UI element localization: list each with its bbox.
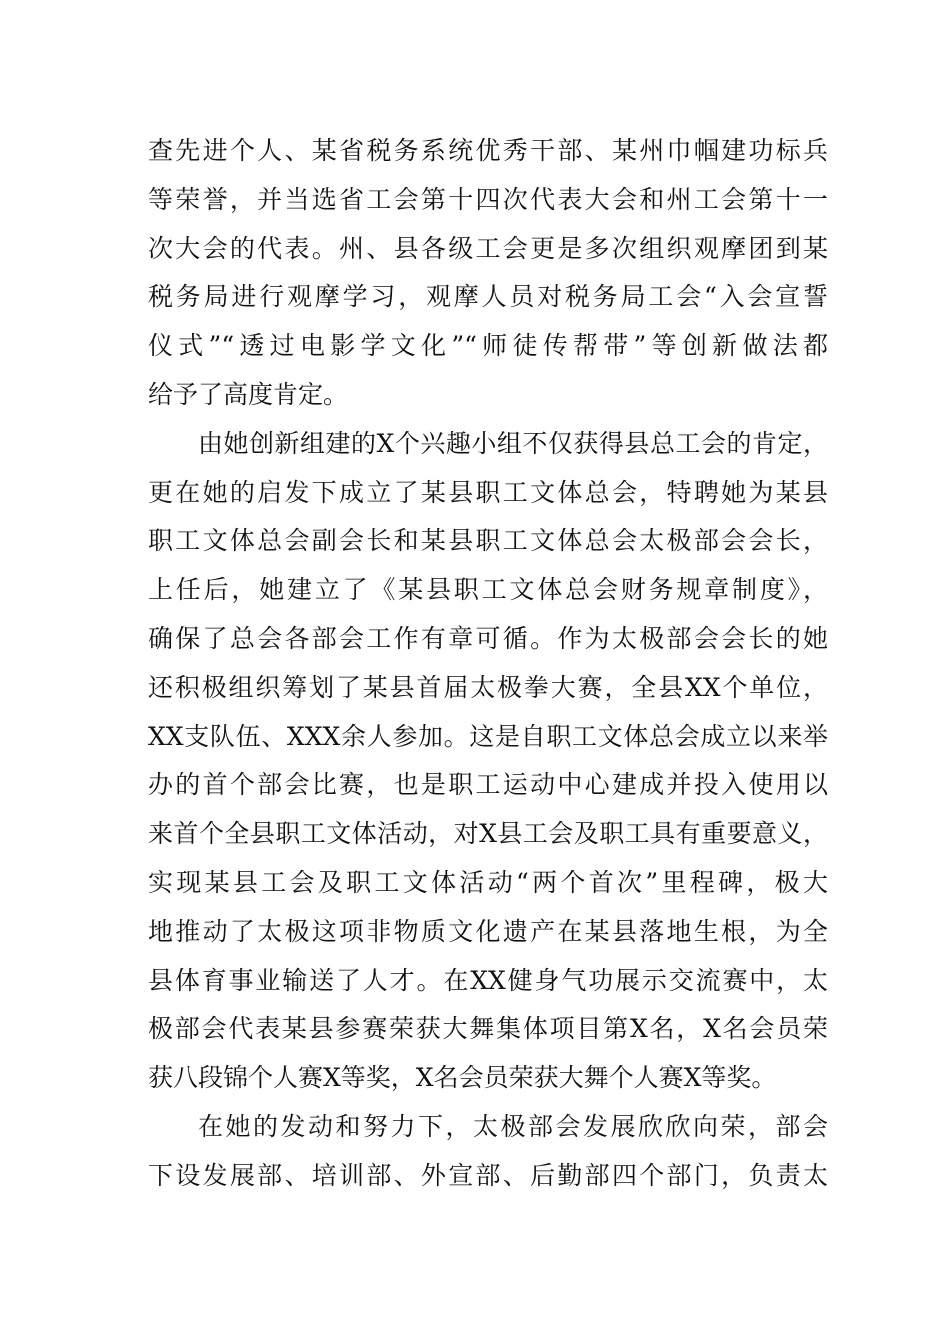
text-line: XX支队伍、XXX余人参加。这是自职工文体总会成立以来举 bbox=[148, 721, 828, 751]
text-line: 确保了总会各部会工作有章可循。作为太极部会会长的她 bbox=[148, 623, 828, 653]
text-line: 获八段锦个人赛X等奖，X名会员荣获大舞个人赛X等奖。 bbox=[148, 1063, 777, 1093]
document-body bbox=[148, 127, 828, 1201]
text-line: 下设发展部、培训部、外宣部、后勤部四个部门，负责太 bbox=[148, 1160, 828, 1190]
text-line: 办的首个部会比赛，也是职工运动中心建成并投入使用以 bbox=[148, 770, 828, 800]
text-line: 查先进个人、某省税务系统优秀干部、某州巾帼建功标兵 bbox=[148, 136, 828, 165]
text-line: 上任后，她建立了《某县职工文体总会财务规章制度》， bbox=[148, 575, 828, 605]
text-line: 还积极组织筹划了某县首届太极拳大赛，全县XX个单位， bbox=[148, 672, 828, 702]
text-line: 实现某县工会及职工文体活动“两个首次”里程碑，极大 bbox=[148, 867, 828, 897]
text-line: 地推动了太极这项非物质文化遗产在某县落地生根，为全 bbox=[148, 916, 828, 946]
text-line: 等荣誉，并当选省工会第十四次代表大会和州工会第十一 bbox=[148, 184, 828, 214]
text-line: 更在她的启发下成立了某县职工文体总会，特聘她为某县 bbox=[148, 477, 828, 507]
text-line: 县体育事业输送了人才。在XX健身气功展示交流赛中，太 bbox=[148, 965, 828, 995]
text-line: 给予了高度肯定。 bbox=[148, 379, 349, 409]
text-line: 次大会的代表。州、县各级工会更是多次组织观摩团到某 bbox=[148, 233, 828, 263]
text-line: 来首个全县职工文体活动，对X县工会及职工具有重要意义， bbox=[148, 819, 828, 849]
text-line: 职工文体总会副会长和某县职工文体总会太极部会会长， bbox=[148, 526, 828, 556]
text-line: 极部会代表某县参赛荣获大舞集体项目第X名，X名会员荣 bbox=[148, 1014, 828, 1044]
text-line: 税务局进行观摩学习，观摩人员对税务局工会“入会宣誓 bbox=[148, 282, 828, 312]
paragraph-first-line: 在她的发动和努力下，太极部会发展欣欣向荣，部会 bbox=[198, 1111, 828, 1141]
paragraph-first-line: 由她创新组建的X个兴趣小组不仅获得县总工会的肯定， bbox=[198, 428, 828, 458]
text-line: 仪式”“透过电影学文化”“师徒传帮带”等创新做法都 bbox=[148, 331, 828, 361]
